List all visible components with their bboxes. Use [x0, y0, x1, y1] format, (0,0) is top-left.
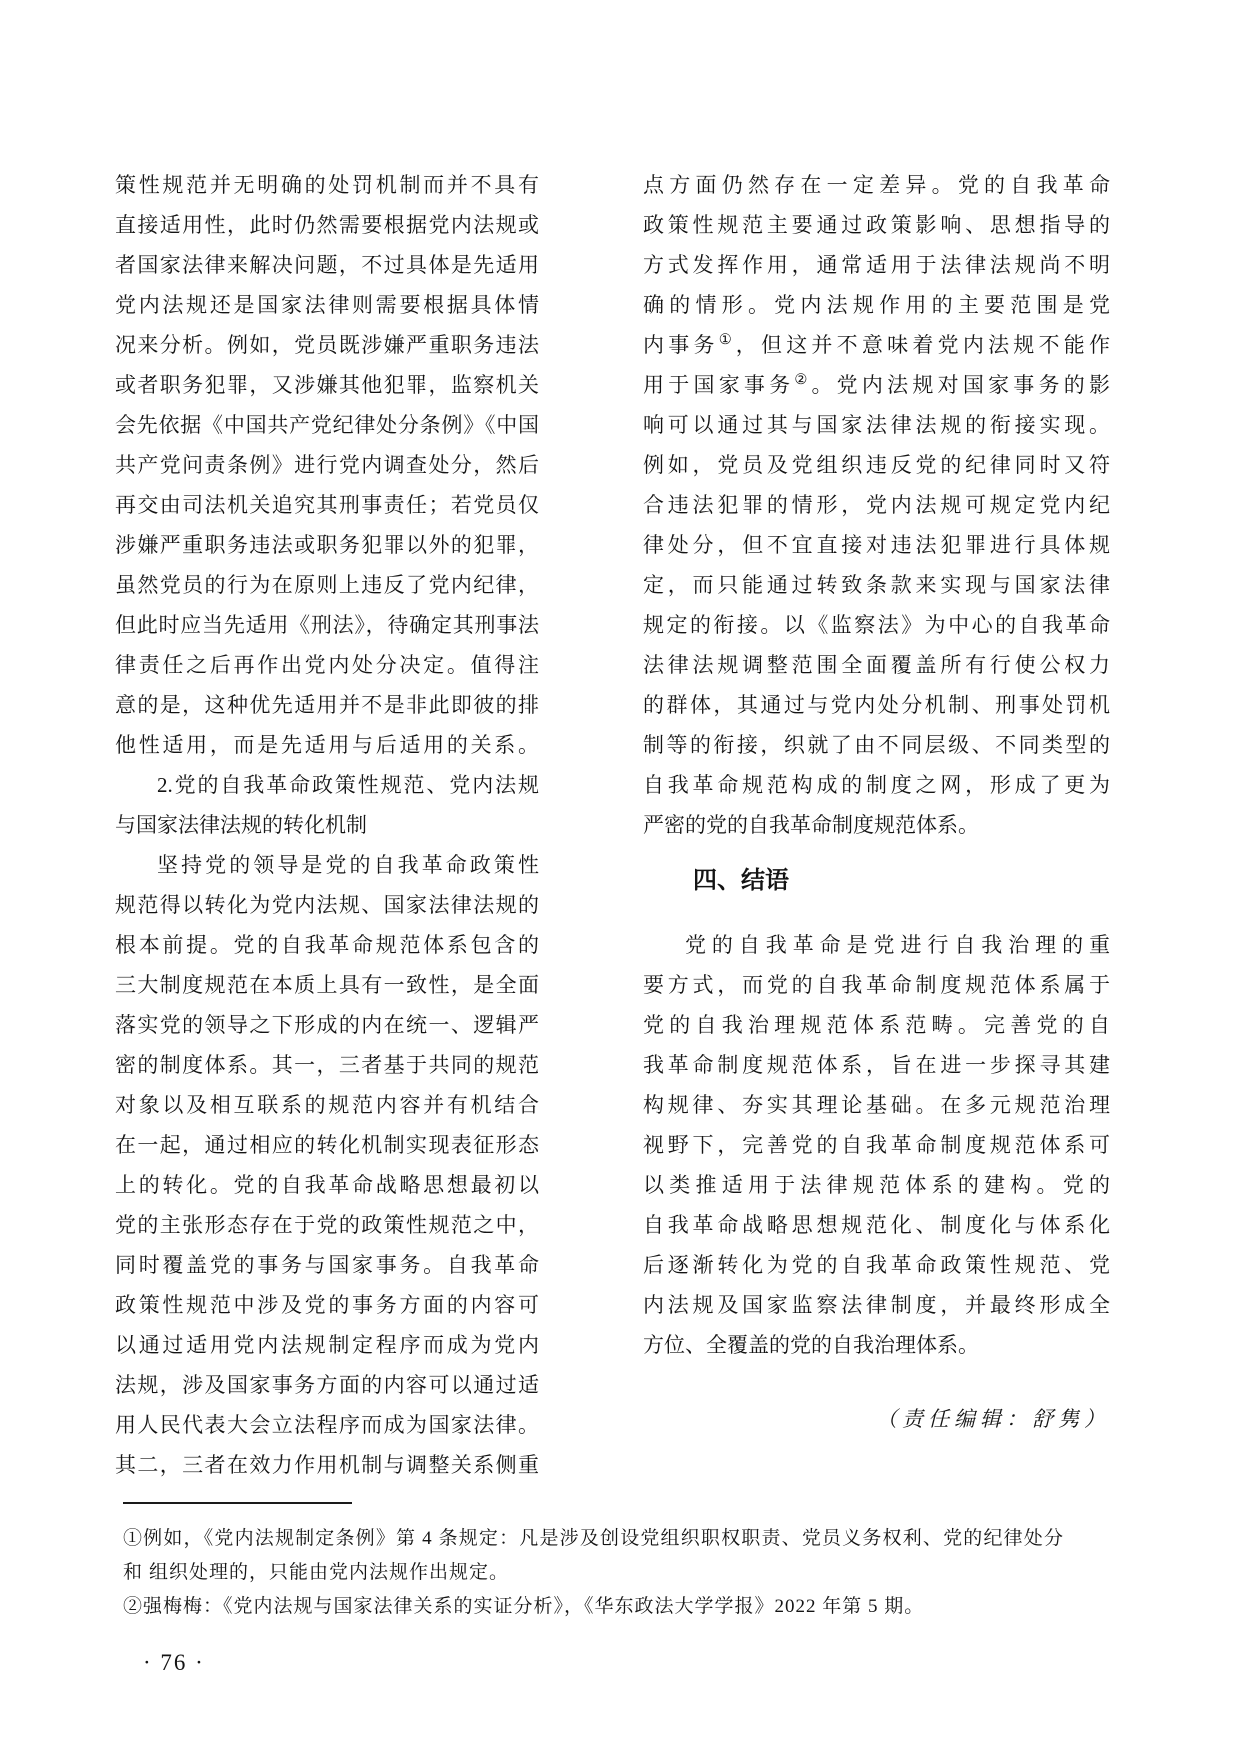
- text-line: 律责任之后再作出党内处分决定。值得注: [115, 653, 539, 677]
- text-line: 方位、全覆盖的党的自我治理体系。: [643, 1333, 979, 1357]
- text-line: 组织处理的，只能由党内法规作出规定。: [149, 1562, 510, 1583]
- text-line: 用人民代表大会立法程序而成为国家法律。: [115, 1413, 539, 1437]
- footnotes: [123, 1522, 1064, 1624]
- text-line: 涉嫌严重职务违法或职务犯罪以外的犯罪，: [115, 533, 539, 557]
- text-line: 与国家法律法规的转化机制: [115, 813, 367, 837]
- text-line: 用于国家事务②。党内法规对国家事务的影: [643, 372, 1111, 397]
- text-line: 意的是，这种优先适用并不是非此即彼的排: [115, 693, 539, 717]
- text-line: 坚持党的领导是党的自我革命政策性: [157, 853, 539, 877]
- text-line: 要方式，而党的自我革命制度规范体系属于: [643, 973, 1110, 997]
- text-line: 以通过适用党内法规制定程序而成为党内: [115, 1333, 539, 1357]
- text-line: 落实党的领导之下形成的内在统一、逻辑严: [115, 1013, 539, 1037]
- page-number: · 76 ·: [143, 1650, 205, 1675]
- text-line: 的群体，其通过与党内处分机制、刑事处罚机: [643, 693, 1110, 717]
- text-line: 对象以及相互联系的规范内容并有机结合: [115, 1093, 539, 1117]
- text-line: 规范得以转化为党内法规、国家法律法规的: [115, 893, 539, 917]
- text-line: 我革命制度规范体系，旨在进一步探寻其建: [643, 1053, 1110, 1077]
- numbered-subheading: [115, 765, 539, 845]
- text-line: 虽然党员的行为在原则上违反了党内纪律，: [115, 573, 539, 597]
- text-line: 以类推适用于法律规范体系的建构。党的: [643, 1173, 1110, 1197]
- text-line: 2.党的自我革命政策性规范、党内法规: [157, 773, 539, 797]
- text-line: 三大制度规范在本质上具有一致性，是全面: [115, 973, 539, 997]
- text-line: 政策性规范主要通过政策影响、思想指导的: [643, 213, 1110, 237]
- text-line: 严密的党的自我革命制度规范体系。: [643, 813, 979, 837]
- text-line: 或者职务犯罪，又涉嫌其他犯罪，监察机关: [115, 373, 539, 397]
- text-line: 党的自我治理规范体系范畴。完善党的自: [643, 1013, 1110, 1037]
- paragraph-continuation-left: [115, 165, 539, 765]
- text-line: 视野下，完善党的自我革命制度规范体系可: [643, 1133, 1110, 1157]
- text-line: 政策性规范中涉及党的事务方面的内容可: [115, 1293, 539, 1317]
- conclusion-paragraph: [643, 925, 1110, 1365]
- text-line: 同时覆盖党的事务与国家事务。自我革命: [115, 1253, 539, 1277]
- text-line: 响可以通过其与国家法律法规的衔接实现。: [643, 413, 1110, 437]
- left-column: [115, 165, 539, 1485]
- text-line: 他性适用，而是先适用与后适用的关系。: [115, 733, 539, 757]
- text-line: 法律法规调整范围全面覆盖所有行使公权力: [643, 653, 1110, 677]
- text-line: 党内法规还是国家法律则需要根据具体情: [115, 293, 539, 317]
- editor-note: （责任编辑：舒隽）: [876, 1407, 1110, 1431]
- text-line: 共产党问责条例》进行党内调查处分，然后: [115, 453, 539, 477]
- text-line: 律处分，但不宜直接对违法犯罪进行具体规: [643, 533, 1110, 557]
- text-line: 者国家法律来解决问题，不过具体是先适用: [115, 253, 539, 277]
- text-line: 策性规范并无明确的处罚机制而并不具有: [115, 173, 539, 197]
- text-line: 规定的衔接。以《监察法》为中心的自我革命: [643, 613, 1110, 637]
- text-line: 合违法犯罪的情形，党内法规可规定党内纪: [643, 493, 1110, 517]
- text-line: 自我革命战略思想规范化、制度化与体系化: [643, 1213, 1110, 1237]
- text-line: 构规律、夯实其理论基础。在多元规范治理: [643, 1093, 1110, 1117]
- text-line: 点方面仍然存在一定差异。党的自我革命: [643, 173, 1110, 197]
- text-line: 但此时应当先适用《刑法》，待确定其刑事法: [115, 613, 539, 637]
- section-heading-conclusion: 四、结语: [693, 867, 789, 894]
- text-line: 密的制度体系。其一，三者基于共同的规范: [115, 1053, 539, 1077]
- text-line: 根本前提。党的自我革命规范体系包含的: [115, 933, 539, 957]
- text-line: 制等的衔接，织就了由不同层级、不同类型的: [643, 733, 1110, 757]
- text-line: 后逐渐转化为党的自我革命政策性规范、党: [643, 1253, 1110, 1277]
- text-columns: [115, 165, 1110, 1485]
- paragraph-continuation-right: [643, 165, 1110, 845]
- text-line: 其二，三者在效力作用机制与调整关系侧重: [115, 1453, 539, 1477]
- text-line: 例如，党员及党组织违反党的纪律同时又符: [643, 453, 1110, 477]
- text-line: 再交由司法机关追究其刑事责任；若党员仅: [115, 493, 539, 517]
- footnote-ref: ①: [718, 332, 736, 348]
- text-line: ②强梅梅：《党内法规与国家法律关系的实证分析》，《华东政法大学学报》2022 年第 5 期。: [123, 1596, 925, 1617]
- text-line: 党的主张形态存在于党的政策性规范之中，: [115, 1213, 539, 1237]
- text-line: 定，而只能通过转致条款来实现与国家法律: [643, 573, 1110, 597]
- text-line: 方式发挥作用，通常适用于法律法规尚不明: [643, 253, 1110, 277]
- text-line: 在一起，通过相应的转化机制实现表征形态: [115, 1133, 539, 1157]
- text-line: 会先依据《中国共产党纪律处分条例》《中国: [115, 413, 539, 437]
- right-column: [643, 165, 1110, 1485]
- text-line: 直接适用性，此时仍然需要根据党内法规或: [115, 213, 539, 237]
- text-line: 况来分析。例如，党员既涉嫌严重职务违法: [115, 333, 539, 357]
- paragraph-transformation-mechanism: [115, 845, 539, 1485]
- text-line: 确的情形。党内法规作用的主要范围是党: [643, 293, 1110, 317]
- footnote-separator-line: [123, 1502, 352, 1504]
- text-line: 自我革命规范构成的制度之网，形成了更为: [643, 773, 1110, 797]
- footnote-ref: ②: [794, 372, 812, 388]
- text-line: 内事务①，但这并不意味着党内法规不能作: [643, 332, 1111, 357]
- text-line: 党的自我革命是党进行自我治理的重: [685, 933, 1110, 957]
- text-line: ①例如，《党内法规制定条例》第 4 条规定：凡是涉及创设党组织职权职责、党员义务权利、党的纪律处分和: [123, 1528, 1064, 1583]
- text-line: 内法规及国家监察法律制度，并最终形成全: [643, 1293, 1110, 1317]
- text-line: 上的转化。党的自我革命战略思想最初以: [115, 1173, 539, 1197]
- text-line: 法规，涉及国家事务方面的内容可以通过适: [115, 1373, 539, 1397]
